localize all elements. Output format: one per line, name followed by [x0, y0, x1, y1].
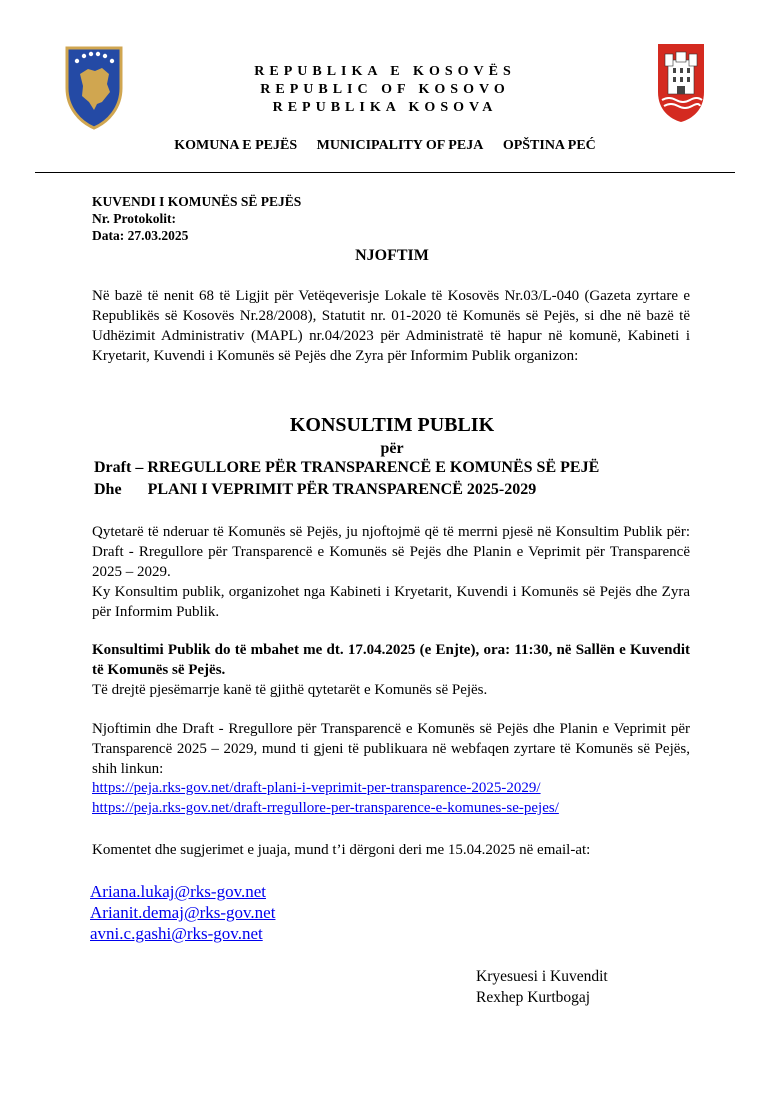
- consultation-for: për: [380, 440, 404, 457]
- comments-text: Komentet dhe sugjerimet e juaja, mund t’i dërgoni deri me 15.04.2025 në email-at:: [92, 842, 591, 858]
- municipality-albanian: KOMUNA E PEJËS: [174, 138, 298, 153]
- action-plan-title: PLANI I VEPRIMIT PËR TRANSPARENCË 2025-2029: [147, 481, 537, 498]
- consultation-title: KONSULTIM PUBLIK: [289, 414, 495, 436]
- signature-name: Rexhep Kurtbogaj: [476, 989, 591, 1006]
- intro-paragraph: Në bazë të nenit 68 të Ligjit për Vetëqeverisje Lokale të Kosovës Nr.03/L-040 (Gazeta zyrtare e Republikës së Kosovës Nr.28/2008), Statutit nr. 01-2020 të Komunës së Pejës, si dhe në bazë të Udhëzimit Administrativ (MAPL) nr.04/2023 për Administratë të hapur në komunë, Kabineti i Kryetarit, Kuvendi i Komunës së Pejës dhe Zyra për Informim Publik organizon:: [92, 288, 690, 364]
- document-date: Data: 27.03.2025: [92, 228, 189, 243]
- participation-text: Të drejtë pjesëmarrje kanë të gjithë qytetarët e Komunës së Pejës.: [92, 682, 488, 698]
- schedule-paragraph: Konsultimi Publik do të mbahet me dt. 17.04.2025 (e Enjte), ora: 11:30, në Sallën e Kuvendit të Komunës së Pejës.: [92, 642, 690, 678]
- protocol-number: Nr. Protokolit:: [92, 211, 176, 226]
- peja-coat-of-arms: [656, 42, 706, 124]
- draft-regulation-title: Draft – RREGULLORE PËR TRANSPARENCË E KOMUNËS SË PEJË: [94, 459, 600, 476]
- notice-title: NJOFTIM: [355, 247, 429, 264]
- institution-name: KUVENDI I KOMUNËS SË PEJËS: [92, 194, 302, 209]
- regulation-link[interactable]: https://peja.rks-gov.net/draft-rregullore-per-transparence-e-komunes-se-pejes/: [92, 800, 559, 816]
- action-plan-line: [94, 481, 536, 499]
- email-link-arianit[interactable]: Arianit.demaj@rks-gov.net: [90, 903, 276, 922]
- organizer-paragraph: Ky Konsultim publik, organizohet nga Kabineti i Kryetarit, Kuvendi i Komunës së Pejës dhe Zyra për Informim Publik.: [92, 584, 690, 620]
- email-link-ariana[interactable]: Ariana.lukaj@rks-gov.net: [90, 882, 267, 901]
- action-plan-prefix: Dhe: [94, 481, 122, 498]
- kosovo-coat-of-arms: [64, 44, 124, 130]
- invitation-paragraph: Qytetarë të nderuar të Komunës së Pejës, ju njoftojmë që të merrni pjesë në Konsultim Publik për: Draft - Rregullore për Transparencë e Komunës së Pejës dhe Planin e Veprimit për Transparencë 2025 – 2029.: [92, 524, 690, 580]
- header-republic-serbian: REPUBLIKA KOSOVA: [272, 100, 498, 115]
- email-link-avni[interactable]: avni.c.gashi@rks-gov.net: [90, 924, 263, 943]
- header-divider: [35, 172, 735, 173]
- documents-paragraph: Njoftimin dhe Draft - Rregullore për Transparencë e Komunës së Pejës dhe Planin e Veprimit për Transparencë 2025 – 2029, mund ti gjeni të publikuara në webfaqen zyrtare të Komunës së Pejës, shih linkun:: [92, 721, 690, 777]
- action-plan-link[interactable]: https://peja.rks-gov.net/draft-plani-i-veprimit-per-transparence-2025-2029/: [92, 780, 541, 796]
- header-republic-english: REPUBLIC OF KOSOVO: [260, 82, 510, 97]
- municipality-line: [100, 138, 670, 154]
- municipality-serbian: OPŠTINA PEĆ: [502, 138, 596, 153]
- signature-title: Kryesuesi i Kuvendit: [476, 968, 608, 985]
- municipality-english: MUNICIPALITY OF PEJA: [316, 138, 484, 153]
- header-republic-albanian: REPUBLIKA E KOSOVËS: [254, 64, 516, 79]
